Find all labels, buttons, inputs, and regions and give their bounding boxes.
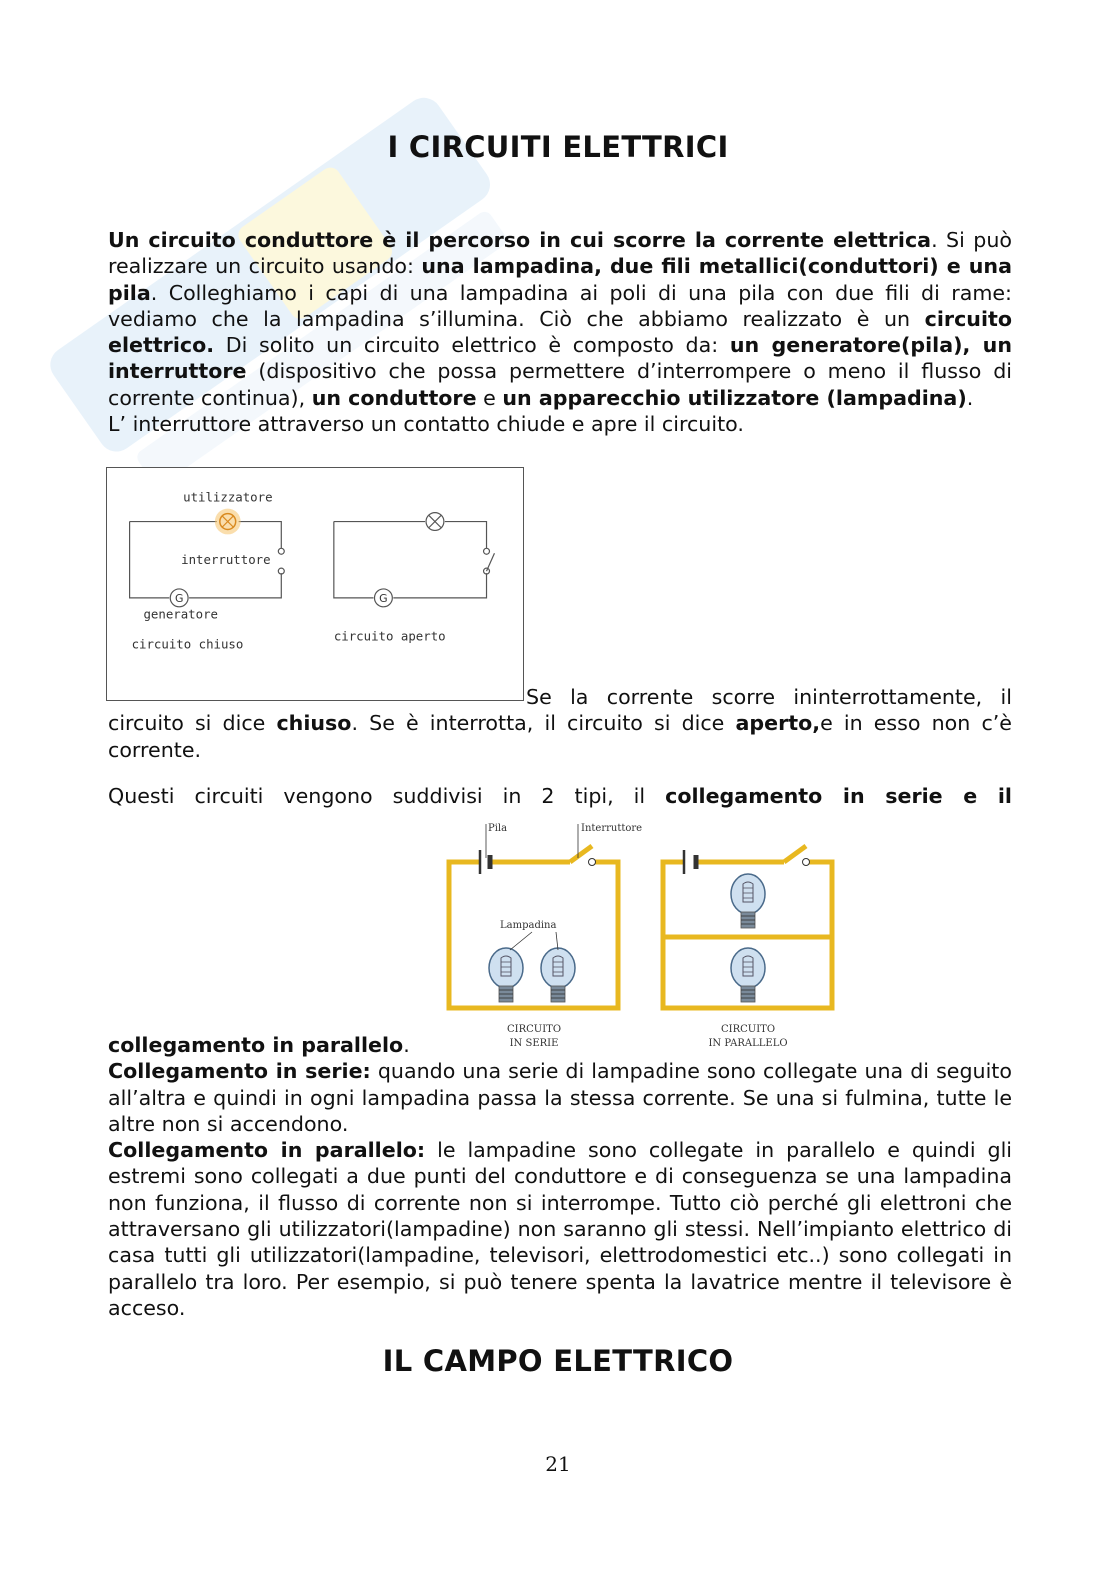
figure-open-closed-circuit [106, 467, 524, 701]
paragraph-open-closed [108, 684, 1012, 763]
switch-icon [570, 846, 592, 862]
lamp-icon [541, 948, 575, 1002]
lamp-icon [731, 948, 765, 1002]
bold-text: Collegamento in parallelo: [108, 1138, 426, 1163]
generator-symbol: G [174, 591, 184, 605]
page-title: I CIRCUITI ELETTRICI [387, 130, 729, 164]
text-run: Di solito un circuito elettrico è composto da: [214, 333, 730, 358]
text-run: Se la corrente scorre ininterrottamente, il circuito si dice [108, 685, 1012, 736]
label-circuito-serie: CIRCUITO [506, 1024, 562, 1035]
lamp-icon [489, 948, 523, 1002]
open-circuit-diagram [334, 522, 495, 598]
text-run: e in esso non c’è corrente. [108, 711, 1012, 762]
bold-text: una lampadina, due fili metallici(conduttori) e una pila [108, 254, 1012, 305]
section-title: IL CAMPO ELETTRICO [382, 1344, 734, 1378]
lamp-icon [731, 874, 765, 928]
text-run: quando una serie di lampadine sono collegate una di seguito all’altra e quindi in ogni lampadina passa la stessa corrente. Se una si fulmina, tutte le altre non si accendono. [108, 1059, 1012, 1136]
figure-series-parallel [440, 822, 860, 1062]
text-run: le lampadine sono collegate in parallelo e quindi gli estremi sono collegati a due punti del conduttore e di conseguenza se una lampadina non funziona, il flusso di corrente non si interrompe. Tutto ciò perché gli elettroni che attraversano gli utilizzatori(lampadine) non saranno gli stessi. Nell’impianto elettrico di casa tutti gli utilizzatori(lampadine, televisori, elettrodomestici etc..) sono collegati in parallelo tra loro. Per esempio, si può tenere spenta la lavatrice mentre il televisore è acceso. [108, 1138, 1013, 1320]
text-run: . [966, 385, 974, 410]
label-in-serie: IN SERIE [509, 1038, 559, 1049]
text-run: (dispositivo che possa permettere d’interrompere o meno il flusso di corrente continua), [108, 359, 1012, 410]
label-circuito-chiuso: circuito chiuso [131, 636, 244, 652]
paragraph-circuit-intro [108, 227, 1012, 437]
bold-text: circuito elettrico. [108, 306, 1012, 358]
series-circuit-diagram [449, 862, 618, 1008]
text-run: . [403, 1033, 410, 1057]
text-run: L’ interruttore attraverso un contatto chiude e apre il circuito. [108, 412, 744, 437]
label-utilizzatore: utilizzatore [183, 489, 273, 505]
label-circuito-parallelo: CIRCUITO [720, 1024, 776, 1035]
bold-text: collegamento in serie e il [665, 784, 1012, 808]
bold-text: collegamento in parallelo [108, 1033, 404, 1057]
text-run: . Colleghiamo i capi di una lampadina ai poli di una pila con due fili di rame: vediamo che la lampadina s’illumina. Ciò che abbiamo realizzato è un [108, 280, 1012, 331]
label-lampadina: Lampadina [500, 920, 557, 931]
text-run: . Se è interrotta, il circuito si dice [351, 711, 736, 736]
bold-text: aperto, [735, 711, 821, 736]
bold-text: Un circuito conduttore è il percorso in cui scorre la corrente elettrica [108, 228, 932, 252]
label-pila: Pila [488, 823, 508, 834]
text-run: . Si può realizzare un circuito usando: [108, 228, 1013, 279]
bold-text: un generatore(pila), un interruttore [108, 333, 1012, 384]
bold-text: un apparecchio utilizzatore (lampadina) [502, 385, 967, 410]
page-number: 21 [545, 1452, 571, 1476]
paragraph-series-parallel [108, 1032, 1012, 1321]
label-interruttore: Interruttore [581, 823, 643, 834]
switch-icon [784, 846, 806, 862]
bold-text: chiuso [276, 711, 352, 736]
bold-text: un conduttore [311, 385, 477, 410]
text-run: Questi circuiti vengono suddivisi in 2 tipi, il [108, 784, 666, 808]
bold-text: Collegamento in serie: [108, 1059, 371, 1084]
text-run: e [476, 385, 503, 410]
label-interruttore: interruttore [181, 552, 271, 568]
label-generatore: generatore [143, 606, 218, 622]
label-circuito-aperto: circuito aperto [333, 628, 446, 644]
paragraph-circuit-types [108, 783, 1012, 809]
generator-symbol: G [379, 591, 388, 605]
label-in-parallelo: IN PARALLELO [708, 1038, 788, 1049]
